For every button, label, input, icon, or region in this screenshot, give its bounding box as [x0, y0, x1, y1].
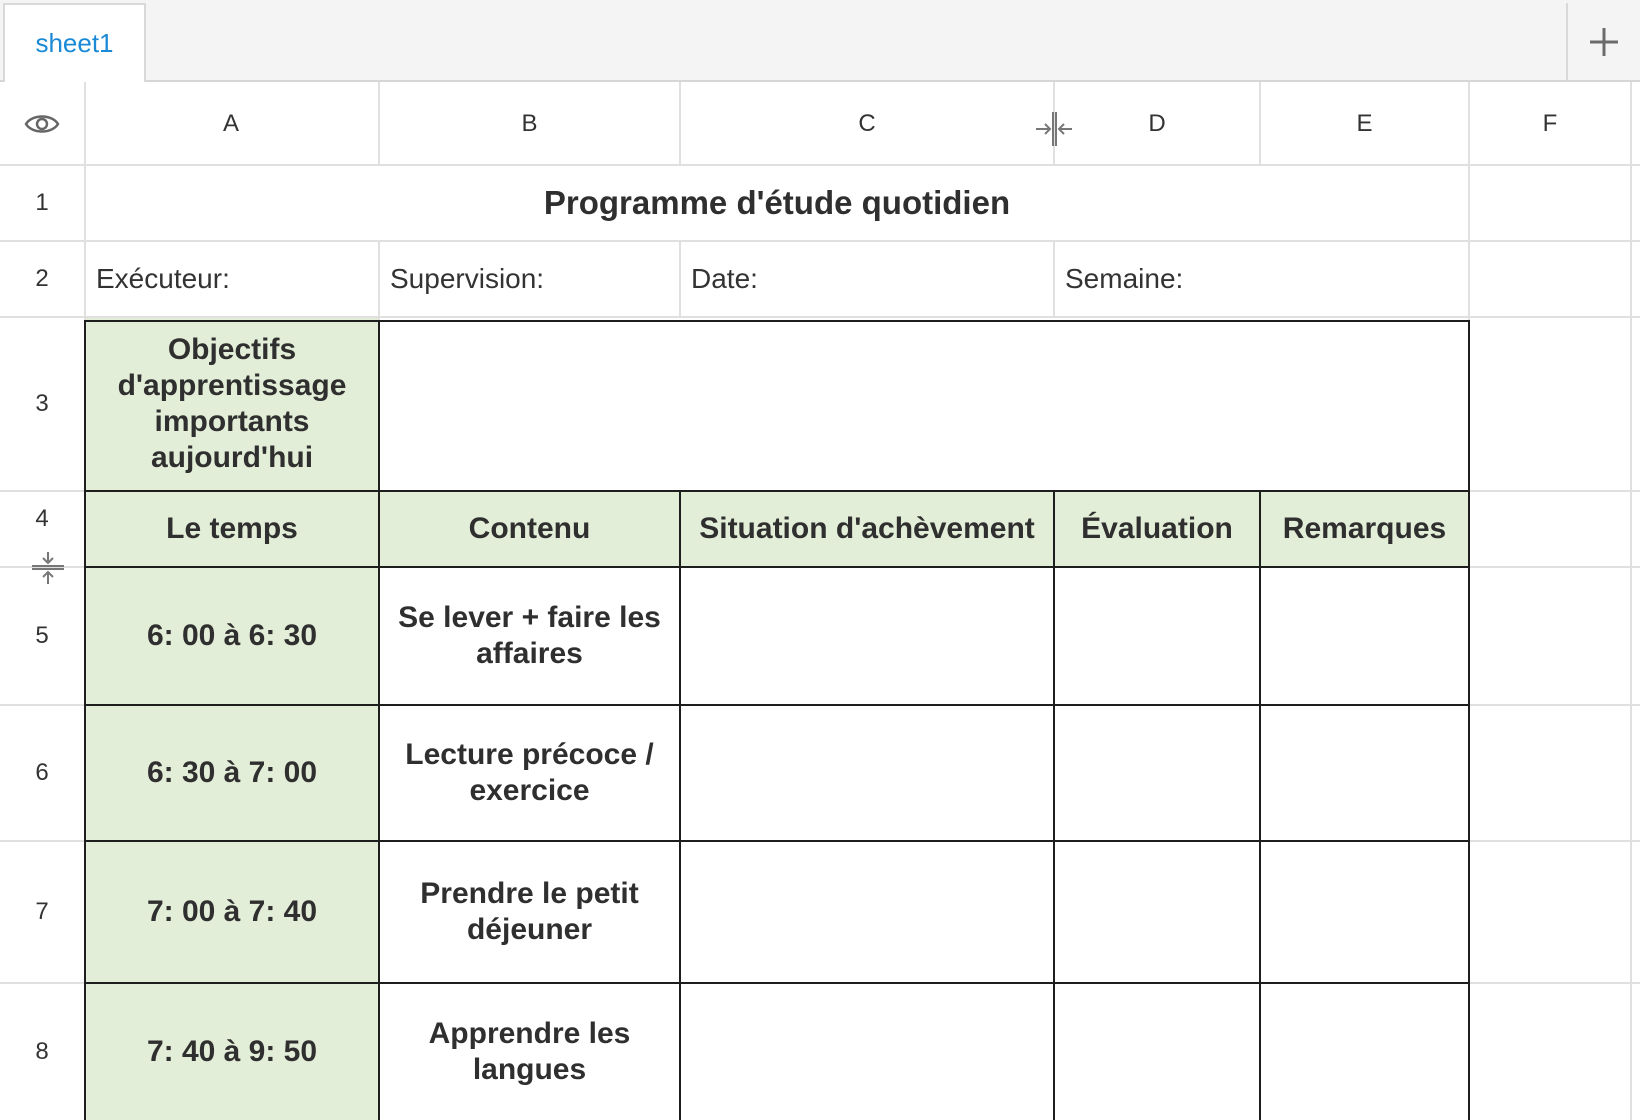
table-border — [84, 704, 1470, 706]
row-header-2[interactable]: 2 — [35, 265, 49, 292]
header-time[interactable]: Le temps — [86, 492, 378, 566]
objectives-label[interactable]: Objectifs d'apprentissage importants aujourd'hui — [86, 318, 378, 490]
sheet-tab[interactable] — [3, 3, 146, 82]
row-resize-handle[interactable] — [30, 550, 66, 586]
row-header-5[interactable]: 5 — [35, 622, 49, 649]
header-content[interactable]: Contenu — [380, 492, 679, 566]
column-header-d[interactable]: D — [1148, 110, 1166, 137]
schedule-time-cell[interactable]: 7: 40 à 9: 50 — [86, 984, 378, 1120]
table-border — [1468, 320, 1470, 1120]
table-border — [84, 840, 1470, 842]
add-sheet-button[interactable] — [1566, 3, 1640, 80]
toggle-visibility-button[interactable] — [0, 82, 84, 166]
date-label[interactable]: Date: — [691, 263, 758, 294]
schedule-content-cell[interactable]: Lecture précoce / exercice — [380, 706, 679, 840]
table-border — [679, 490, 681, 1120]
column-header-a[interactable]: A — [222, 110, 239, 137]
column-header-f[interactable]: F — [1542, 110, 1558, 137]
schedule-time-cell[interactable]: 6: 30 à 7: 00 — [86, 706, 378, 840]
schedule-time-cell[interactable]: 7: 00 à 7: 40 — [86, 842, 378, 982]
table-border — [1053, 490, 1055, 1120]
table-border — [84, 320, 1470, 322]
row-header-8[interactable]: 8 — [35, 1038, 49, 1065]
column-header-c[interactable]: C — [858, 110, 876, 137]
table-border — [84, 490, 1470, 492]
gridline — [1630, 82, 1632, 1120]
column-header-e[interactable]: E — [1356, 110, 1373, 137]
schedule-content-cell[interactable]: Apprendre les langues — [380, 984, 679, 1120]
schedule-content-cell[interactable]: Se lever + faire les affaires — [380, 568, 679, 704]
header-completion[interactable]: Situation d'achèvement — [681, 492, 1053, 566]
row-header-3[interactable]: 3 — [35, 390, 49, 417]
table-border — [84, 566, 1470, 568]
table-border — [378, 320, 380, 1120]
row-header-1[interactable]: 1 — [35, 189, 49, 216]
executor-label[interactable]: Exécuteur: — [96, 263, 230, 294]
plus-icon — [1587, 25, 1621, 59]
table-border — [1259, 490, 1261, 1120]
table-border — [84, 982, 1470, 984]
objectives-input-cell[interactable] — [380, 318, 1468, 490]
row-header-6[interactable]: 6 — [35, 759, 49, 786]
collapse-vertical-icon — [30, 550, 66, 586]
column-header-b[interactable]: B — [521, 110, 538, 137]
column-resize-handle[interactable] — [1034, 110, 1074, 148]
eye-icon — [24, 112, 60, 136]
sheet-title[interactable]: Programme d'étude quotidien — [86, 166, 1468, 240]
table-border — [84, 320, 86, 1120]
schedule-time-cell[interactable]: 6: 00 à 6: 30 — [86, 568, 378, 704]
week-label[interactable]: Semaine: — [1065, 263, 1184, 294]
row-header-4[interactable]: 4 — [35, 505, 49, 532]
supervision-label[interactable]: Supervision: — [390, 263, 545, 294]
row-header-7[interactable]: 7 — [35, 898, 49, 925]
schedule-content-cell[interactable]: Prendre le petit déjeuner — [380, 842, 679, 982]
spreadsheet-grid — [0, 82, 1640, 1120]
header-remarks[interactable]: Remarques — [1261, 492, 1468, 566]
header-evaluation[interactable]: Évaluation — [1055, 492, 1259, 566]
collapse-horizontal-icon — [1034, 110, 1074, 148]
sheet-tab-label: sheet1 — [35, 28, 114, 58]
sheet-tab-bar — [0, 0, 1640, 82]
